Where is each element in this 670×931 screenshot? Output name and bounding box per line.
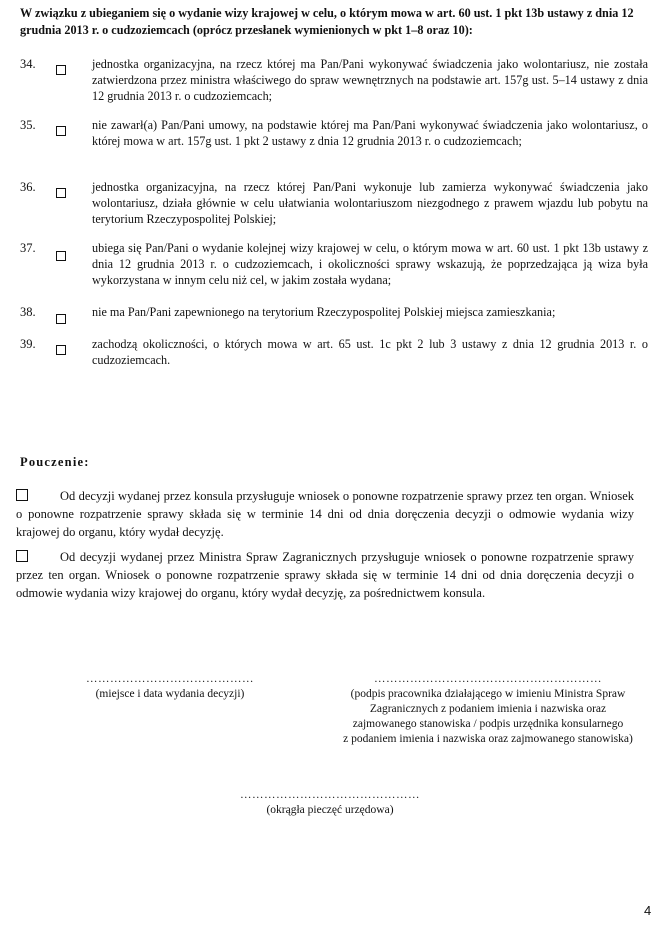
page-number: 4 xyxy=(644,903,652,918)
list-item-35 xyxy=(20,117,650,177)
item-number: 34. xyxy=(20,57,36,71)
checkbox-39[interactable] xyxy=(56,345,66,355)
stamp-signature xyxy=(200,788,460,818)
checkbox-36[interactable] xyxy=(56,188,66,198)
list-item-37 xyxy=(20,240,650,300)
checkbox-34[interactable] xyxy=(56,65,66,75)
list-item-39 xyxy=(20,336,650,396)
notice-minister xyxy=(16,548,634,602)
notice-consul xyxy=(16,487,634,541)
checkbox-38[interactable] xyxy=(56,314,66,324)
item-number: 39. xyxy=(20,337,36,351)
checkbox-35[interactable] xyxy=(56,126,66,136)
checkbox-notice-consul[interactable] xyxy=(16,489,28,501)
item-text: jednostka organizacyjna, na rzecz której ma Pan/Pani wykonywać świadczenia jako wolontariusz, nie została zatwierdzona przez ministra właściwego do spraw wewnętrznych na podstawie art. 157g ust. 5–14 ustawy z dnia 12 grudnia 2013 r. o cudzoziemcach; xyxy=(92,57,648,103)
place-date-signature xyxy=(60,672,280,702)
dotted-line: ………………………………………………… xyxy=(374,673,602,685)
dotted-line: ……………………………………… xyxy=(240,789,420,801)
official-label-line: zajmowanego stanowiska / podpis urzędnika konsularnego xyxy=(352,718,624,730)
dotted-line: …………………………………… xyxy=(86,673,254,685)
item-text: nie ma Pan/Pani zapewnionego na terytorium Rzeczypospolitej Polskiej miejsca zamieszkania; xyxy=(92,305,556,319)
notice-text: Od decyzji wydanej przez konsula przysługuje wniosek o ponowne rozpatrzenie sprawy przez ten organ. Wniosek o ponowne rozpatrzenie sprawy składa się w terminie 14 dni od dnia doręczenia decyzji o odmowie wydania wizy krajowej do organu, który wydał decyzję. xyxy=(16,489,634,539)
notice-text: Od decyzji wydanej przez Ministra Spraw Zagranicznych przysługuje wniosek o ponowne rozpatrzenie sprawy przez ten organ. Wniosek o ponowne rozpatrzenie sprawy składa się w terminie 14 dni od dnia doręczenia decyzji o odmowie wydania wizy krajowej do organu, który wydał decyzję, za pośrednictwem konsula. xyxy=(16,550,634,600)
official-label-line: (podpis pracownika działającego w imieniu Ministra Spraw xyxy=(350,688,626,700)
official-signature xyxy=(322,672,654,747)
checkbox-37[interactable] xyxy=(56,251,66,261)
list-item-36 xyxy=(20,179,650,239)
item-number: 37. xyxy=(20,241,36,255)
item-text: jednostka organizacyjna, na rzecz której Pan/Pani wykonuje lub zamierza wykonywać świadczenia jako wolontariusz, działa głównie w celu ułatwiania wolontariuszom niezgodnego z prawem wjazdu lub pobytu na terytorium Rzeczypospolitej Polskiej; xyxy=(92,180,648,226)
stamp-label: (okrągła pieczęć urzędowa) xyxy=(266,804,394,816)
place-date-label: (miejsce i data wydania decyzji) xyxy=(95,688,245,700)
pouczenie-title: Pouczenie: xyxy=(20,455,90,469)
section-header: W związku z ubieganiem się o wydanie wizy krajowej w celu, o którym mowa w art. 60 ust. 1 pkt 13b ustawy z dnia 12 grudnia 2013 r. o cudzoziemcach (oprócz przesłanek wymienionych w pkt 1–8 oraz 10): xyxy=(20,6,634,37)
item-number: 35. xyxy=(20,118,36,132)
item-text: zachodzą okoliczności, o których mowa w art. 65 ust. 1c pkt 2 lub 3 ustawy z dnia 12 grudnia 2013 r. o cudzoziemcach. xyxy=(92,337,648,367)
item-text: nie zawarł(a) Pan/Pani umowy, na podstawie której ma Pan/Pani wykonywać świadczenia jako wolontariusz, o której mowa w art. 157g ust. 1 pkt 2 ustawy z dnia 12 grudnia 2013 r. o cudzoziemcach; xyxy=(92,118,648,148)
item-number: 36. xyxy=(20,180,36,194)
official-label-line: z podaniem imienia i nazwiska oraz zajmowanego stanowiska) xyxy=(343,733,633,745)
item-number: 38. xyxy=(20,305,36,319)
official-label-line: Zagranicznych z podaniem imienia i nazwiska oraz xyxy=(369,703,607,715)
checkbox-notice-minister[interactable] xyxy=(16,550,28,562)
list-item-34 xyxy=(20,56,650,116)
item-text: ubiega się Pan/Pani o wydanie kolejnej wizy krajowej w celu, o którym mowa w art. 60 ust. 1 pkt 13b ustawy z dnia 12 grudnia 2013 r. o cudzoziemcach, i okoliczności sprawy wskazują, że poprzedzająca ją wiza była wykorzystana w innym celu niż cel, w jakim została wydana; xyxy=(92,241,648,287)
